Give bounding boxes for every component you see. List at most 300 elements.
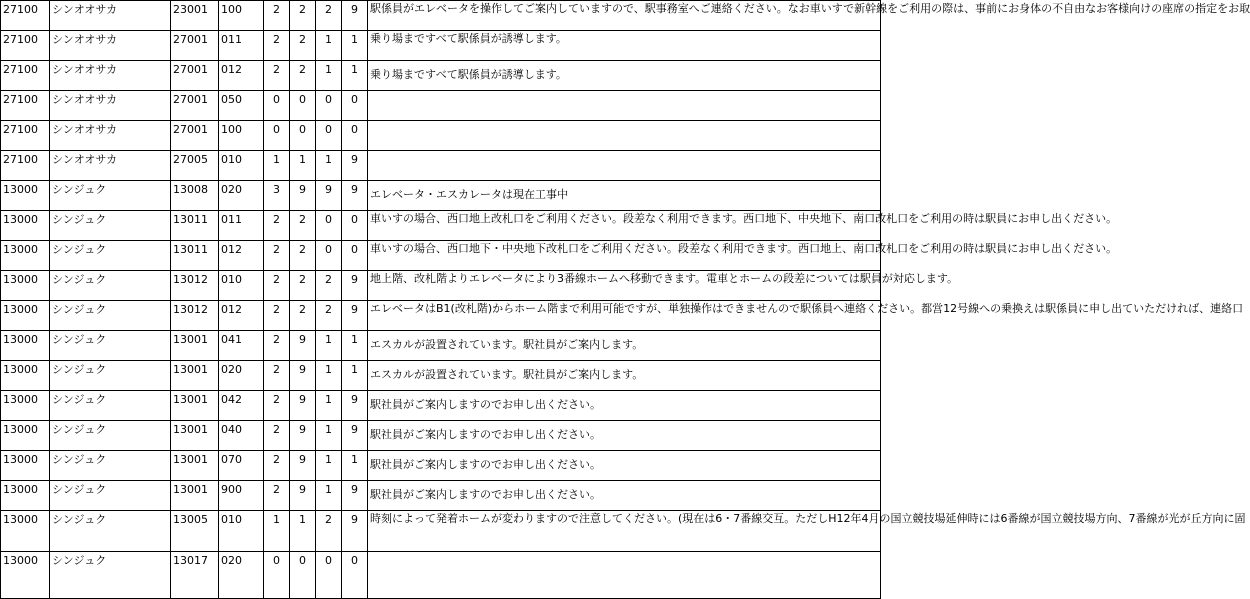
note-text <box>370 151 878 153</box>
table-row <box>1 91 881 121</box>
station-name-text: シンジュク <box>52 243 107 256</box>
station-code-cell <box>1 91 50 121</box>
station-code-text: 13000 <box>3 423 38 436</box>
value-b-cell <box>290 511 316 552</box>
value-c-cell <box>316 361 342 391</box>
value-b-cell <box>290 211 316 241</box>
station-name-cell <box>50 331 171 361</box>
value-d-cell <box>342 271 368 301</box>
line-code-text: 13001 <box>173 423 208 436</box>
value-b-cell <box>290 241 316 271</box>
value-b-cell <box>290 391 316 421</box>
line-code-text: 13001 <box>173 393 208 406</box>
note-cell <box>368 451 881 481</box>
note-cell <box>368 91 881 121</box>
station-code-text: 13000 <box>3 554 38 567</box>
note-cell <box>368 331 881 361</box>
line-code-cell <box>171 121 219 151</box>
table-row <box>1 451 881 481</box>
value-c-cell <box>316 271 342 301</box>
value-b-text: 0 <box>299 554 306 567</box>
station-name-text: シンジュク <box>52 183 107 196</box>
table-row <box>1 361 881 391</box>
station-name-text: シンジュク <box>52 333 107 346</box>
station-name-cell <box>50 481 171 511</box>
table-row <box>1 391 881 421</box>
station-code-text: 13000 <box>3 513 38 526</box>
value-d-cell <box>342 391 368 421</box>
station-code-cell <box>1 421 50 451</box>
table-row <box>1 211 881 241</box>
value-a-cell <box>264 181 290 211</box>
value-d-cell <box>342 421 368 451</box>
value-c-text: 2 <box>325 303 332 316</box>
value-b-cell <box>290 151 316 181</box>
line-code-text: 13001 <box>173 453 208 466</box>
value-b-text: 2 <box>299 243 306 256</box>
value-a-text: 1 <box>273 153 280 166</box>
station-code-text: 27100 <box>3 63 38 76</box>
line-code-cell <box>171 181 219 211</box>
line-code-cell <box>171 481 219 511</box>
value-d-cell <box>342 301 368 331</box>
note-cell <box>368 421 881 451</box>
value-a-cell <box>264 241 290 271</box>
station-name-text: シンジュク <box>52 363 107 376</box>
value-d-text: 0 <box>351 123 358 136</box>
table-row <box>1 301 881 331</box>
entry-number-cell <box>219 121 264 151</box>
line-code-cell <box>171 421 219 451</box>
note-text: 時刻によって発着ホームが変わりますので注意してください。(現在は6・7番線交互。ただしH12年4月の国立競技場延伸時には6番線が国立競技場方向、7番線が光が丘方向に固 <box>370 512 1246 525</box>
line-code-text: 27005 <box>173 153 208 166</box>
value-c-text: 1 <box>325 423 332 436</box>
note-text: エレベータ・エスカレータは現在工事中 <box>370 188 568 201</box>
value-d-text: 1 <box>351 363 358 376</box>
value-b-text: 9 <box>299 333 306 346</box>
note-cell <box>368 121 881 151</box>
line-code-text: 13017 <box>173 554 208 567</box>
entry-number-text: 012 <box>221 303 242 316</box>
station-name-cell <box>50 1 171 31</box>
note-cell <box>368 271 959 301</box>
value-b-cell <box>290 451 316 481</box>
value-b-text: 2 <box>299 3 306 16</box>
station-name-cell <box>50 451 171 481</box>
entry-number-text: 020 <box>221 183 242 196</box>
station-code-cell <box>1 301 50 331</box>
value-c-cell <box>316 241 342 271</box>
value-c-text: 0 <box>325 93 332 106</box>
entry-number-cell <box>219 511 264 552</box>
note-cell <box>368 211 1118 241</box>
station-name-cell <box>50 241 171 271</box>
value-d-text: 9 <box>351 423 358 436</box>
value-c-text: 1 <box>325 453 332 466</box>
line-code-text: 13001 <box>173 363 208 376</box>
station-code-text: 13000 <box>3 393 38 406</box>
entry-number-text: 010 <box>221 153 242 166</box>
value-a-cell <box>264 421 290 451</box>
value-b-cell <box>290 361 316 391</box>
value-b-text: 2 <box>299 273 306 286</box>
value-a-cell <box>264 121 290 151</box>
value-d-text: 1 <box>351 453 358 466</box>
entry-number-cell <box>219 31 264 61</box>
value-c-cell <box>316 61 342 91</box>
station-name-text: シンジュク <box>52 483 107 496</box>
line-code-text: 27001 <box>173 123 208 136</box>
station-name-cell <box>50 511 171 552</box>
station-code-cell <box>1 451 50 481</box>
value-c-text: 0 <box>325 554 332 567</box>
station-code-cell <box>1 181 50 211</box>
entry-number-cell <box>219 271 264 301</box>
value-a-cell <box>264 151 290 181</box>
note-text: 車いすの場合、西口地下・中央地下改札口をご利用ください。段差なく利用できます。西口地上、南口改札口をご利用の時は駅員にお申し出ください。 <box>370 242 1118 255</box>
line-code-cell <box>171 361 219 391</box>
value-d-text: 9 <box>351 3 358 16</box>
note-text: 駅社員がご案内しますのでお申し出ください。 <box>370 398 601 411</box>
value-d-cell <box>342 151 368 181</box>
entry-number-text: 011 <box>221 33 242 46</box>
value-d-text: 0 <box>351 213 358 226</box>
station-name-text: シンオオサカ <box>52 123 118 136</box>
station-code-cell <box>1 552 50 599</box>
line-code-text: 13001 <box>173 483 208 496</box>
station-name-cell <box>50 121 171 151</box>
value-c-text: 9 <box>325 183 332 196</box>
value-a-text: 2 <box>273 63 280 76</box>
line-code-text: 23001 <box>173 3 208 16</box>
value-b-cell <box>290 481 316 511</box>
value-b-text: 9 <box>299 393 306 406</box>
note-text: エスカルが設置されています。駅社員がご案内します。 <box>370 368 644 381</box>
note-cell <box>368 391 881 421</box>
entry-number-cell <box>219 241 264 271</box>
station-code-cell <box>1 391 50 421</box>
note-text: 車いすの場合、西口地上改札口をご利用ください。段差なく利用できます。西口地下、中央地下、南口改札口をご利用の時は駅員にお申し出ください。 <box>370 212 1118 225</box>
station-code-cell <box>1 331 50 361</box>
line-code-cell <box>171 31 219 61</box>
value-c-cell <box>316 1 342 31</box>
table-row <box>1 151 881 181</box>
value-c-cell <box>316 391 342 421</box>
station-name-text: シンジュク <box>52 453 107 466</box>
note-cell <box>368 241 1118 271</box>
station-name-text: シンジュク <box>52 303 107 316</box>
value-d-cell <box>342 211 368 241</box>
entry-number-text: 012 <box>221 243 242 256</box>
value-b-text: 1 <box>299 513 306 526</box>
entry-number-cell <box>219 151 264 181</box>
value-a-cell <box>264 481 290 511</box>
table-row <box>1 331 881 361</box>
value-a-cell <box>264 361 290 391</box>
value-c-cell <box>316 121 342 151</box>
line-code-cell <box>171 511 219 552</box>
station-code-cell <box>1 361 50 391</box>
value-d-cell <box>342 511 368 552</box>
entry-number-text: 100 <box>221 3 242 16</box>
line-code-cell <box>171 211 219 241</box>
value-d-text: 1 <box>351 33 358 46</box>
station-name-text: シンオオサカ <box>52 33 118 46</box>
value-a-text: 2 <box>273 393 280 406</box>
value-d-text: 1 <box>351 333 358 346</box>
entry-number-cell <box>219 1 264 31</box>
station-name-cell <box>50 181 171 211</box>
value-b-cell <box>290 61 316 91</box>
entry-number-text: 041 <box>221 333 242 346</box>
table-body <box>1 1 1250 599</box>
entry-number-cell <box>219 361 264 391</box>
value-c-cell <box>316 552 342 599</box>
entry-number-text: 010 <box>221 513 242 526</box>
value-b-text: 2 <box>299 63 306 76</box>
station-code-cell <box>1 481 50 511</box>
note-text: 地上階、改札階よりエレベータにより3番線ホームへ移動できます。電車とホームの段差については駅員が対応します。 <box>370 272 959 285</box>
value-d-text: 9 <box>351 513 358 526</box>
station-code-text: 13000 <box>3 183 38 196</box>
note-cell <box>368 511 1246 552</box>
value-c-text: 2 <box>325 273 332 286</box>
line-code-cell <box>171 391 219 421</box>
entry-number-cell <box>219 211 264 241</box>
value-d-text: 9 <box>351 153 358 166</box>
station-name-cell <box>50 301 171 331</box>
value-c-text: 1 <box>325 333 332 346</box>
table-row <box>1 121 881 151</box>
value-d-text: 9 <box>351 393 358 406</box>
value-a-text: 0 <box>273 554 280 567</box>
value-a-cell <box>264 31 290 61</box>
value-b-cell <box>290 271 316 301</box>
value-b-text: 9 <box>299 183 306 196</box>
value-a-cell <box>264 301 290 331</box>
note-text: 駅係員がエレベータを操作してご案内していますので、駅事務室へご連絡ください。なお車いすで新幹線をご利用の際は、事前にお身体の不自由なお客様向けの座席の指定をお取 <box>370 2 1250 15</box>
value-a-text: 2 <box>273 303 280 316</box>
station-code-text: 27100 <box>3 123 38 136</box>
value-a-text: 2 <box>273 213 280 226</box>
value-a-cell <box>264 552 290 599</box>
note-cell <box>368 61 881 91</box>
value-d-cell <box>342 31 368 61</box>
value-d-cell <box>342 552 368 599</box>
station-code-text: 13000 <box>3 213 38 226</box>
value-d-cell <box>342 481 368 511</box>
station-name-text: シンオオサカ <box>52 3 118 16</box>
station-name-text: シンジュク <box>52 393 107 406</box>
station-code-cell <box>1 511 50 552</box>
value-a-text: 1 <box>273 513 280 526</box>
table-row <box>1 511 881 552</box>
value-d-text: 0 <box>351 93 358 106</box>
station-code-cell <box>1 271 50 301</box>
note-text: 乗り場まですべて駅係員が誘導します。 <box>370 68 567 81</box>
value-b-text: 2 <box>299 303 306 316</box>
entry-number-text: 012 <box>221 63 242 76</box>
value-a-text: 3 <box>273 183 280 196</box>
station-name-text: シンジュク <box>52 513 107 526</box>
station-name-cell <box>50 211 171 241</box>
value-a-cell <box>264 331 290 361</box>
value-d-cell <box>342 451 368 481</box>
value-c-cell <box>316 91 342 121</box>
station-code-text: 27100 <box>3 3 38 16</box>
value-d-text: 0 <box>351 243 358 256</box>
line-code-text: 27001 <box>173 63 208 76</box>
table-row <box>1 241 881 271</box>
line-code-text: 27001 <box>173 93 208 106</box>
value-a-cell <box>264 211 290 241</box>
station-code-cell <box>1 31 50 61</box>
entry-number-text: 042 <box>221 393 242 406</box>
note-text: 駅社員がご案内しますのでお申し出ください。 <box>370 428 601 441</box>
note-text <box>370 552 878 554</box>
entry-number-cell <box>219 421 264 451</box>
value-d-text: 9 <box>351 303 358 316</box>
entry-number-text: 070 <box>221 453 242 466</box>
line-code-cell <box>171 331 219 361</box>
line-code-cell <box>171 301 219 331</box>
station-name-cell <box>50 91 171 121</box>
station-code-text: 13000 <box>3 273 38 286</box>
value-c-cell <box>316 301 342 331</box>
entry-number-cell <box>219 331 264 361</box>
station-code-cell <box>1 241 50 271</box>
value-c-cell <box>316 211 342 241</box>
value-d-text: 9 <box>351 183 358 196</box>
note-cell <box>368 481 881 511</box>
value-a-text: 0 <box>273 93 280 106</box>
value-d-cell <box>342 241 368 271</box>
entry-number-text: 020 <box>221 363 242 376</box>
value-a-cell <box>264 451 290 481</box>
entry-number-cell <box>219 301 264 331</box>
value-b-text: 9 <box>299 453 306 466</box>
entry-number-cell <box>219 91 264 121</box>
station-name-text: シンオオサカ <box>52 153 118 166</box>
value-a-text: 2 <box>273 3 280 16</box>
note-cell <box>368 552 881 599</box>
note-cell <box>368 31 881 61</box>
note-text: 駅社員がご案内しますのでお申し出ください。 <box>370 488 601 501</box>
note-text: エレベータはB1(改札階)からホーム階まで利用可能ですが、単独操作はできませんので駅係員へ連絡ください。都営12号線への乗換えは駅係員に申し出ていただければ、連絡口 <box>370 302 1244 315</box>
station-code-text: 27100 <box>3 153 38 166</box>
station-code-cell <box>1 211 50 241</box>
station-name-text: シンジュク <box>52 213 107 226</box>
note-text <box>370 121 878 123</box>
table-row <box>1 61 881 91</box>
value-c-text: 2 <box>325 513 332 526</box>
note-text <box>370 91 878 93</box>
value-a-cell <box>264 271 290 301</box>
station-code-cell <box>1 121 50 151</box>
station-name-cell <box>50 61 171 91</box>
entry-number-text: 010 <box>221 273 242 286</box>
value-d-cell <box>342 331 368 361</box>
station-name-text: シンオオサカ <box>52 93 118 106</box>
station-code-text: 13000 <box>3 363 38 376</box>
station-name-cell <box>50 421 171 451</box>
line-code-cell <box>171 451 219 481</box>
value-b-text: 9 <box>299 423 306 436</box>
line-code-cell <box>171 552 219 599</box>
table-row <box>1 421 881 451</box>
line-code-cell <box>171 91 219 121</box>
station-name-text: シンジュク <box>52 554 107 567</box>
entry-number-cell <box>219 181 264 211</box>
note-cell <box>368 301 1244 331</box>
station-name-cell <box>50 361 171 391</box>
station-code-text: 13000 <box>3 303 38 316</box>
line-code-cell <box>171 1 219 31</box>
value-d-cell <box>342 361 368 391</box>
value-a-text: 2 <box>273 363 280 376</box>
note-cell <box>368 181 881 211</box>
station-name-cell <box>50 271 171 301</box>
table-row <box>1 552 881 599</box>
entry-number-text: 900 <box>221 483 242 496</box>
value-b-cell <box>290 331 316 361</box>
value-a-cell <box>264 91 290 121</box>
value-c-cell <box>316 481 342 511</box>
entry-number-text: 050 <box>221 93 242 106</box>
station-name-text: シンオオサカ <box>52 63 118 76</box>
entry-number-cell <box>219 391 264 421</box>
value-b-cell <box>290 1 316 31</box>
value-b-text: 2 <box>299 33 306 46</box>
line-code-text: 13011 <box>173 213 208 226</box>
line-code-cell <box>171 151 219 181</box>
value-d-cell <box>342 61 368 91</box>
value-b-text: 0 <box>299 93 306 106</box>
entry-number-cell <box>219 481 264 511</box>
line-code-cell <box>171 271 219 301</box>
value-a-text: 2 <box>273 243 280 256</box>
note-text: エスカルが設置されています。駅社員がご案内します。 <box>370 338 644 351</box>
value-d-text: 9 <box>351 483 358 496</box>
value-c-text: 1 <box>325 483 332 496</box>
value-c-text: 1 <box>325 363 332 376</box>
value-a-text: 0 <box>273 123 280 136</box>
value-d-text: 0 <box>351 554 358 567</box>
entry-number-cell <box>219 552 264 599</box>
line-code-text: 13005 <box>173 513 208 526</box>
station-name-cell <box>50 151 171 181</box>
entry-number-text: 040 <box>221 423 242 436</box>
note-text: 乗り場まですべて駅係員が誘導します。 <box>370 32 567 45</box>
value-c-text: 0 <box>325 243 332 256</box>
value-c-cell <box>316 511 342 552</box>
station-code-text: 13000 <box>3 483 38 496</box>
station-code-text: 27100 <box>3 33 38 46</box>
value-a-text: 2 <box>273 483 280 496</box>
table-row <box>1 1 881 31</box>
value-b-cell <box>290 421 316 451</box>
value-d-text: 1 <box>351 63 358 76</box>
table-row <box>1 181 881 211</box>
value-c-text: 0 <box>325 123 332 136</box>
line-code-text: 13012 <box>173 273 208 286</box>
value-c-text: 1 <box>325 393 332 406</box>
table-row <box>1 31 881 61</box>
value-b-cell <box>290 31 316 61</box>
station-name-cell <box>50 552 171 599</box>
value-b-text: 9 <box>299 363 306 376</box>
note-cell <box>368 361 881 391</box>
